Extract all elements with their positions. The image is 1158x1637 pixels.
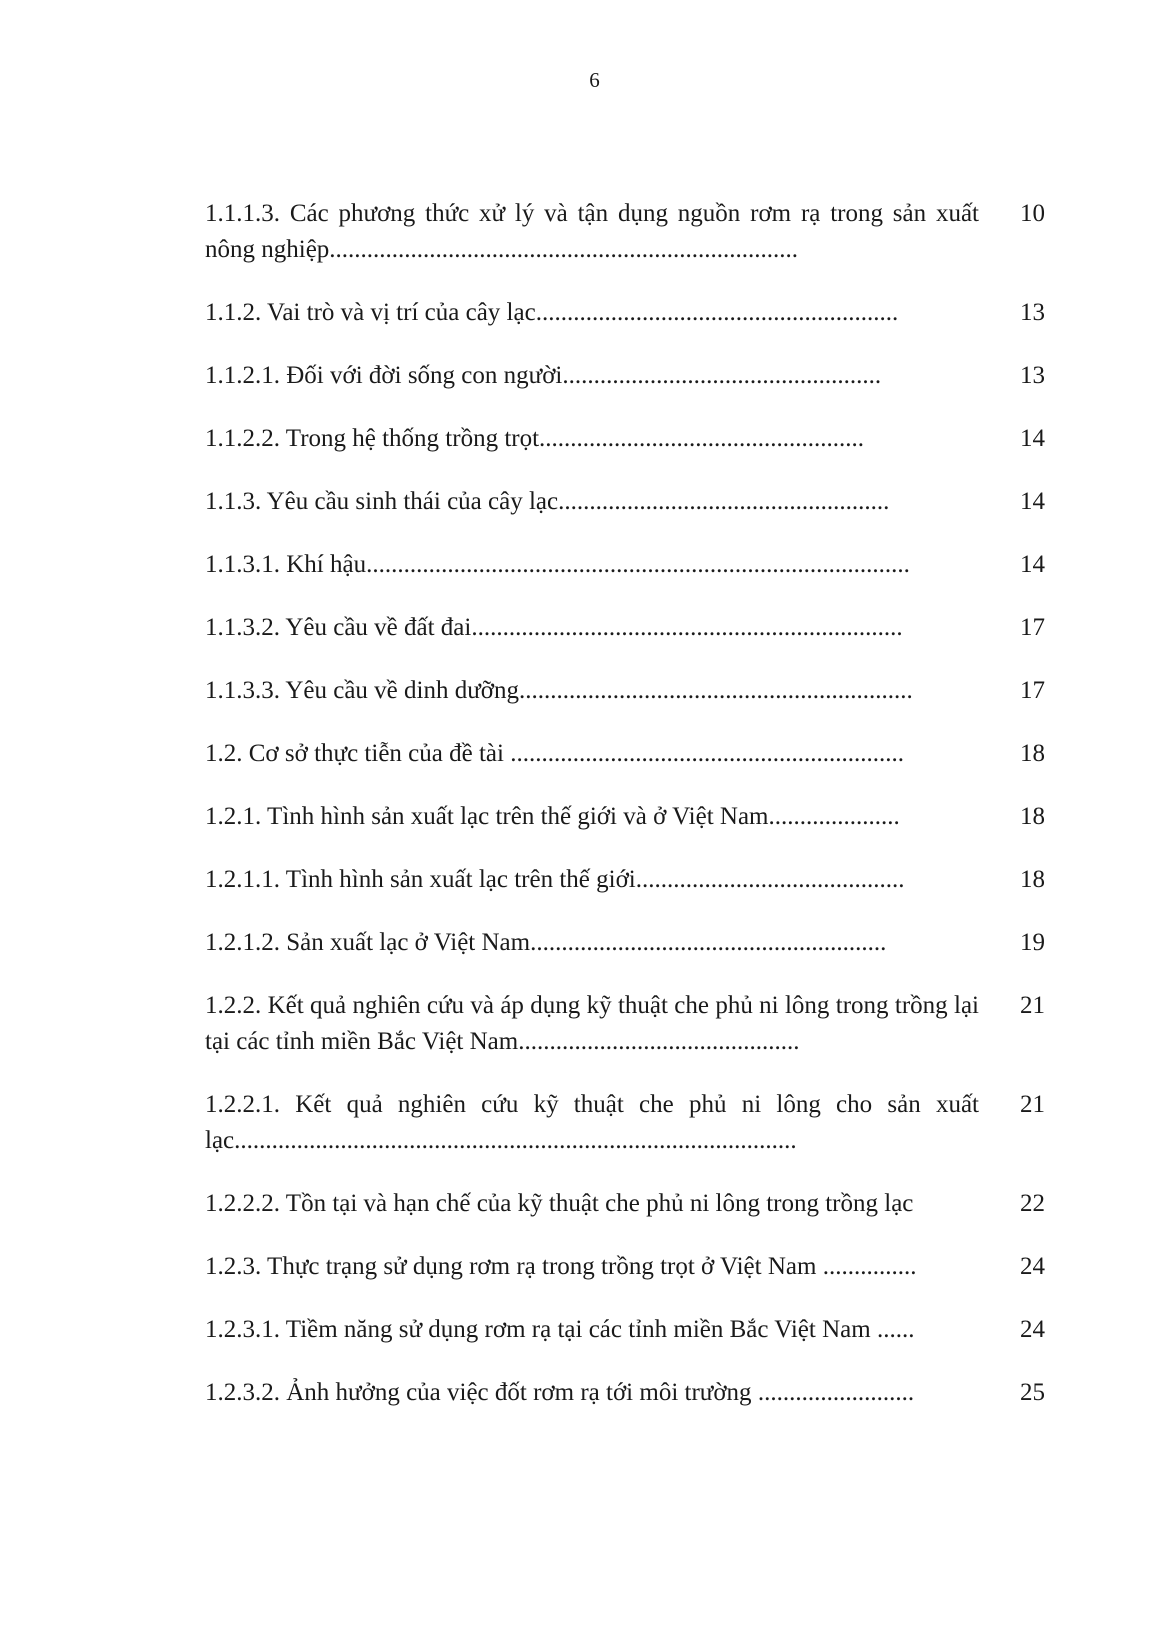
toc-entry-title: 1.2.2.2. Tồn tại và hạn chế của kỹ thuật che phủ ni lông trong trồng lạc [205, 1190, 914, 1217]
toc-entry [205, 925, 1045, 961]
toc-entry [205, 799, 1045, 835]
toc-leader-dots: ..................... [768, 803, 900, 830]
toc-entry-page: 21 [1020, 992, 1045, 1019]
toc-entry [205, 610, 1045, 646]
toc-entry-title: 1.1.3.3. Yêu cầu về dinh dưỡng............................................................... [205, 677, 913, 704]
toc-entry [205, 484, 1045, 520]
toc-entry-title: 1.2.2. Kết quả nghiên cứu và áp dụng kỹ thuật che phủ ni lông trong trồng lại tại các tỉnh miền Bắc Việt Nam............................................. [205, 992, 979, 1055]
toc-entry-title: 1.1.2.2. Trong hệ thống trồng trọt.................................................... [205, 425, 865, 452]
toc-entry [205, 421, 1045, 457]
toc-entry-page: 13 [1020, 362, 1045, 389]
toc-entry [205, 358, 1045, 394]
toc-entry [205, 1186, 1045, 1222]
toc-entry-title: 1.1.2.1. Đối với đời sống con người................................................... [205, 362, 882, 389]
toc-entry-title: 1.2.3.1. Tiềm năng sử dụng rơm rạ tại các tỉnh miền Bắc Việt Nam ...... [205, 1316, 915, 1343]
toc-entry-title: 1.2.1. Tình hình sản xuất lạc trên thế giới và ở Việt Nam..................... [205, 803, 900, 830]
toc-leader-dots: ..................................................................... [471, 614, 903, 641]
toc-entry-page: 21 [1020, 1091, 1045, 1118]
toc-leader-dots: ................................................... [562, 362, 882, 389]
toc-entry-page: 17 [1020, 614, 1045, 641]
table-of-contents [0, 196, 1158, 1438]
toc-entry [205, 295, 1045, 331]
toc-entry-title: 1.1.3.2. Yêu cầu về đất đai..................................................................... [205, 614, 903, 641]
toc-entry-title: 1.2.3. Thực trạng sử dụng rơm rạ trong trồng trọt ở Việt Nam ............... [205, 1253, 917, 1280]
toc-leader-dots: ...... [876, 1316, 915, 1343]
toc-entry [205, 1312, 1045, 1348]
toc-leader-dots: ......................................................... [530, 929, 887, 956]
toc-entry-page: 17 [1020, 677, 1045, 704]
toc-entry-page: 24 [1020, 1253, 1045, 1280]
toc-leader-dots: ......................... [757, 1379, 915, 1406]
toc-leader-dots: .......................................................................................... [234, 1127, 797, 1154]
toc-entry-title: 1.1.2. Vai trò và vị trí của cây lạc.......................................................... [205, 299, 899, 326]
toc-entry-page: 18 [1020, 740, 1045, 767]
toc-leader-dots: ............................................................... [518, 677, 913, 704]
toc-entry [205, 196, 1045, 268]
toc-entry [205, 547, 1045, 583]
toc-entry-page: 19 [1020, 929, 1045, 956]
toc-leader-dots: .................................................... [539, 425, 865, 452]
toc-entry-page: 22 [1020, 1190, 1045, 1217]
toc-entry-page: 18 [1020, 866, 1045, 893]
toc-leader-dots: ....................................................................................... [366, 551, 910, 578]
toc-entry [205, 1375, 1045, 1411]
toc-entry-title: 1.2. Cơ sở thực tiễn của đề tài ............................................................... [205, 740, 904, 767]
toc-entry-page: 14 [1020, 488, 1045, 515]
toc-entry [205, 1249, 1045, 1285]
toc-leader-dots: .......................................................... [535, 299, 899, 326]
page-number: 6 [589, 68, 600, 92]
toc-entry [205, 736, 1045, 772]
toc-leader-dots: ............................................. [518, 1028, 800, 1055]
toc-entry-page: 25 [1020, 1379, 1045, 1406]
toc-entry [205, 1087, 1045, 1159]
toc-entry-title: 1.1.3. Yêu cầu sinh thái của cây lạc..................................................... [205, 488, 890, 515]
toc-entry-page: 13 [1020, 299, 1045, 326]
toc-leader-dots: ........................................... [635, 866, 905, 893]
toc-entry-title: 1.1.1.3. Các phương thức xử lý và tận dụng nguồn rơm rạ trong sản xuất nông nghiệp........................................................................... [205, 200, 979, 263]
toc-entry-title: 1.2.2.1. Kết quả nghiên cứu kỹ thuật che phủ ni lông cho sản xuất lạc.......................................................................................... [205, 1091, 979, 1154]
toc-entry-title: 1.2.1.1. Tình hình sản xuất lạc trên thế giới........................................... [205, 866, 905, 893]
toc-entry-page: 14 [1020, 425, 1045, 452]
toc-entry-page: 10 [1020, 200, 1045, 227]
toc-entry-page: 18 [1020, 803, 1045, 830]
toc-entry [205, 673, 1045, 709]
toc-leader-dots: ........................................................................... [329, 236, 799, 263]
toc-leader-dots: ............................................................... [510, 740, 904, 767]
toc-leader-dots: ..................................................... [558, 488, 890, 515]
toc-entry [205, 988, 1045, 1060]
toc-entry-page: 24 [1020, 1316, 1045, 1343]
toc-entry-page: 14 [1020, 551, 1045, 578]
toc-entry-title: 1.2.3.2. Ảnh hưởng của việc đốt rơm rạ tới môi trường ......................... [205, 1379, 915, 1406]
toc-entry [205, 862, 1045, 898]
toc-entry-title: 1.1.3.1. Khí hậu....................................................................................... [205, 551, 910, 578]
toc-leader-dots: ............... [822, 1253, 917, 1280]
toc-entry-title: 1.2.1.2. Sản xuất lạc ở Việt Nam......................................................... [205, 929, 887, 956]
